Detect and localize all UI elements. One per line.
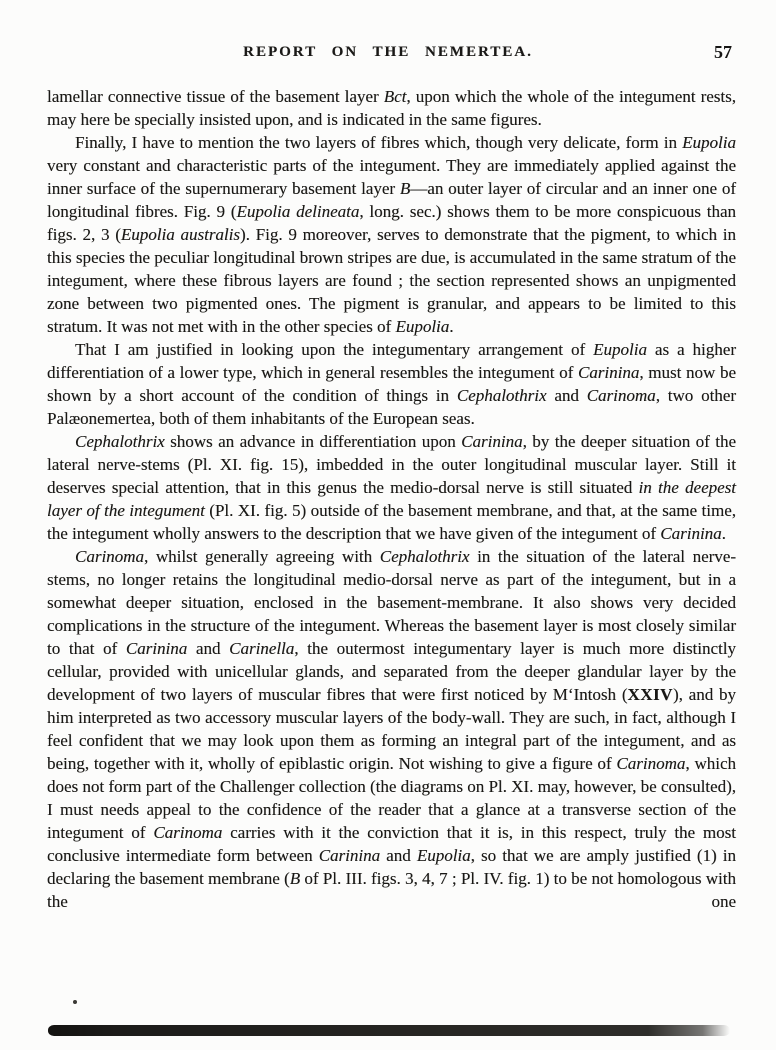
paragraph: That I am justified in looking upon the integumentary arrangement of Eupolia as a higher differentiation of a lower type, which in general resembles the integument of Carinina, must now be shown by a short account of the condition of things in Cephalothrix and Carinoma, two other Palæonemertea, both of them inhabitants of the European seas. bbox=[47, 340, 736, 428]
scan-artifact-bar bbox=[48, 1025, 730, 1036]
paragraph: lamellar connective tissue of the basement layer Bct, upon which the whole of the integument rests, may here be specially insisted upon, and is indicated in the same figures. bbox=[47, 87, 736, 129]
text-block bbox=[47, 85, 736, 913]
page-number: 57 bbox=[714, 42, 732, 62]
running-title: REPORT ON THE NEMERTEA. bbox=[243, 44, 533, 60]
page-header bbox=[0, 44, 776, 68]
paragraph: Finally, I have to mention the two layers of fibres which, though very delicate, form in Eupolia very constant and characteristic parts of the integument. They are immediately applied against the inner surface of the supernumerary basement layer B—an outer layer of circular and an inner one of longitudinal fibres. Fig. 9 (Eupolia delineata, long. sec.) shows them to be more conspicuous than figs. 2, 3 (Eupolia australis). Fig. 9 moreover, serves to demonstrate that the pigment, to which in this species the peculiar longitudinal brown stripes are due, is accumulated in the same stratum of the integument, where these fibrous layers are found ; the section represented shows an unpigmented zone between two pigmented ones. The pigment is granular, and appears to be limited to this stratum. It was not met with in the other species of Eupolia. bbox=[47, 133, 736, 336]
scan-speck bbox=[73, 1000, 77, 1004]
paragraph: Carinoma, whilst generally agreeing with Cephalothrix in the situation of the lateral nerve-stems, no longer retains the longitudinal medio-dorsal nerve as part of the integument, but in a somewhat deeper situation, enclosed in the basement-membrane. It also shows very decided complications in the structure of the integument. Whereas the basement layer is most closely similar to that of Carinina and Carinella, the outermost integumentary layer is much more distinctly cellular, provided with unicellular glands, and separated from the deeper glandular layer by the development of two layers of muscular fibres that were first noticed by M‘Intosh (XXIV), and by him interpreted as two accessory muscular layers of the body-wall. They are such, in fact, although I feel confident that we may look upon them as forming an integral part of the integument, and as being, together with it, wholly of epiblastic origin. Not wishing to give a figure of Carinoma, which does not form part of the Challenger collection (the diagrams on Pl. XI. may, however, be consulted), I must needs appeal to the confidence of the reader that a glance at a transverse section of the integument of Carinoma carries with it the conviction that it is, in this respect, truly the most conclusive intermediate form between Carinina and Eupolia, so that we are amply justified (1) in declaring the basement membrane (B of Pl. III. figs. 3, 4, 7 ; Pl. IV. fig. 1) to be not homologous with the one bbox=[47, 547, 737, 911]
paragraph: Cephalothrix shows an advance in differentiation upon Carinina, by the deeper situation of the lateral nerve-stems (Pl. XI. fig. 15), imbedded in the outer longitudinal muscular layer. Still it deserves special attention, that in this genus the medio-dorsal nerve is still situated in the deepest layer of the integument (Pl. XI. fig. 5) outside of the basement membrane, and that, at the same time, the integument wholly answers to the description that we have given of the integument of Carinina. bbox=[47, 432, 737, 543]
